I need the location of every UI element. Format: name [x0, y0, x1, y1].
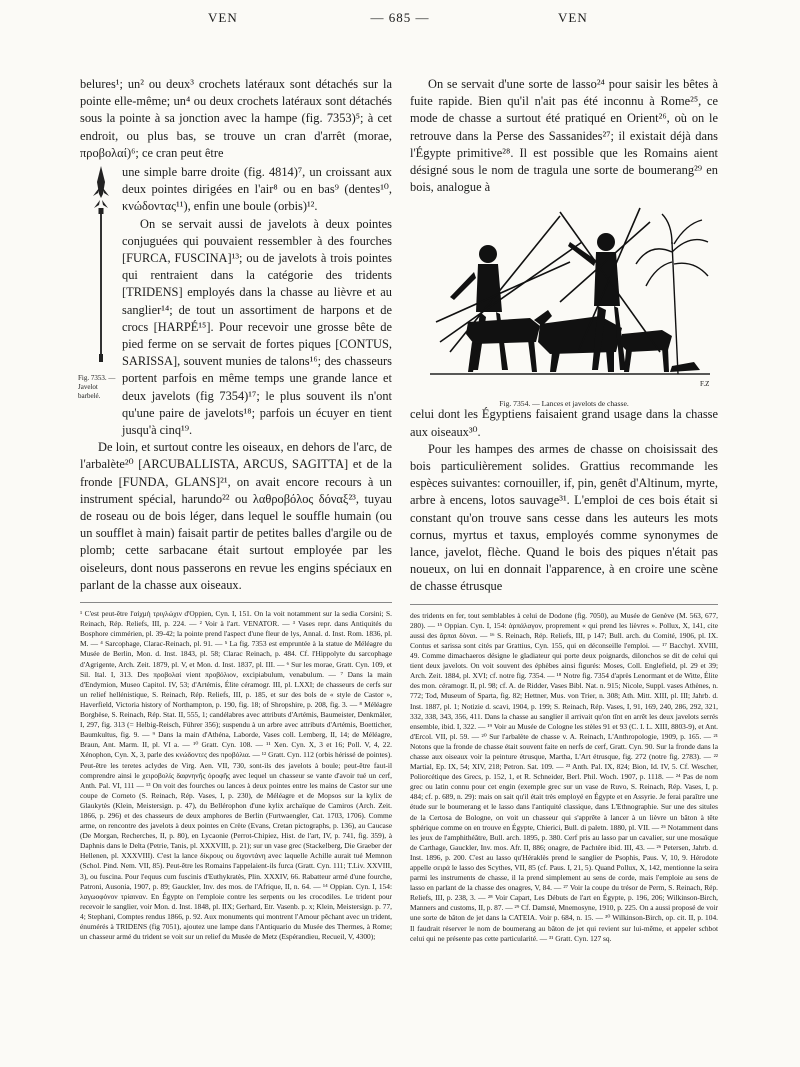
left-paragraph-sarbacane: De loin, et surtout contre les oiseaux, en dehors de l'arc, de l'arbalète²⁰ [ARCUBALLISTA, ARCUS, SAGITTA] et de la fronde [FUNDA, GLANS]²¹, on avait encore recours à un instrument spécial, harundo²² ou λαθροβόλος δόναξ²³, tuyau de roseau ou de bois léger, dans lequel le souffle humain (ou un soufflet à main) faisait partir de petites balles d'argile ou de plomb; cette sarbacane était surtout employée par les oiseleurs, dont nous passerons en revue les engins spéciaux en parlant de la chasse aux oiseaux. [80, 440, 392, 592]
figure-7354-caption: Fig. 7354. — Lances et javelots de chasse. [499, 399, 629, 409]
barbed-javelin-illustration [80, 164, 122, 369]
javelot-side-text [122, 164, 392, 439]
figure-monogram: F.Z [700, 380, 710, 389]
left-intro-paragraph: belures¹; un² ou deux³ crochets latéraux sont détachés sur la pointe elle-même; un⁴ ou deux crochets latéraux sont détachés sous la pointe à sa jonction avec la hampe (fig. 7353)⁵; à cet endroit, ou plus bas, se trouve un cran d'arrêt (morae, προβολαί)⁶; ce cran peut être [80, 77, 392, 160]
right-column [410, 76, 718, 944]
left-hunter-figure [450, 245, 508, 370]
left-footnotes [80, 602, 392, 942]
left-paragraph-pointes: On se servait aussi de javelots à deux pointes conjuguées qui pouvaient ressembler à des fourches [FURCA, FUSCINA]¹³; ou de javelots à trois pointes qui rentraient dans la catégorie des tridents [TRIDENS] employés dans la chasse au lièvre et au sanglier¹⁴; de tout un assortiment de harpons et de crocs [HARPÉ¹⁵]. Pour recevoir une grosse bête de pied ferme on se servait de fortes piques [CONTUS, SARISSA], souvent munies de talons¹⁶; des chasseurs portent parfois en même temps une grande lance et deux javelots (fig 7354)¹⁷; le plus souvent ils n'ont qu'une paire de javelots¹⁸; parfois un écuyer en tient jusqu'à cinq¹⁹. [122, 216, 392, 438]
right-paragraph-hampes: Pour les hampes des armes de chasse on choisissait des bois particulièrement solides. Grattius recommande les espèces suivantes: cornouiller, if, pin, genêt d'Altinum, myrte, arbre à encens, lotos sauvage³¹. L'emploi de ces bois était si constant qu'on trouve sans cesse dans les auteurs les mots cornus, myrtus et taxus, employés comme synonymes de lance, javelot, flèche. Quand le bois des piques n'était pas noueux, on lui en donnait l'apparence, à en croire une scène de chasse étrusque [410, 441, 718, 594]
left-paragraph-crochets: une simple barre droite (fig. 4814)⁷, un croissant aux deux pointes dirigées en l'air⁸ ou en bas⁹ (dentes¹⁰, κνώδοντας¹¹), enfin une boule (orbis)¹². [122, 165, 392, 214]
right-footnotes-text: des tridents en fer, tout semblables à celui de Dodone (fig. 7050), au Musée de Genève (M. 563, 677, 280). — ¹⁵ Oppian. Cyn. I, 154: ἁρπάλαγον, proprement « qui prend les lièvres ». Pollux, X, 141, cite aussi des ἄρπαι δὸναι. — ¹⁶ S. Reinach, Rép. Reliefs, III, p 147; Bull. arch. du Comité, 1906, pl. IX. Contus et sarissa sont cités par Grattius, Cyn. 155, qui en déconseille l'emploi. — ¹⁷ Bacchyl. XVIII, 49. Comme dimachaeros désigne le gladiateur qui porte deux poignards, dilonchos se dit de celui qui tient deux javelots. On voit souvent des éphèbes ainsi figurés: Moses, Coll. Englefield, pl. 29 et 39; Arch. Zeit. 1884, pl. XVI; cf. notre fig. 7354. — ¹⁸ Notre fig. 7354 d'après Lenormant et de Witte, Élite des mon. céramogr. II, pl. 98; cf. A. de Ridder, Vases Bibl. Nat. n. 915; Nicole, Suppl. vases Athènes, n. 772; Tod, Museum of Sparta, fig. 82; Hettner, Mus. von Trier, n. 308; Ath. Mitt. XIII, pl. III; Jahrb. d. Inst. 1887, pl. 1; Notizie d. scavi, 1904, p. 199; S. Reinach, Rép. Vases, I, 91, 169, 240, 286, 292, 321, 332, 338, 343, 356, 411. Dans la chasse au sanglier il arrivait qu'on tînt en arrêt les deux javelots serrés ensemble, ibid. I, 322. — ¹⁹ Voir au Musée de Cologne les stèles 91 et 93 (C. I. L. XIII, 8803-9), et Ant. d'Ercol. VII, pl. 59. — ²⁰ Sur l'arbalète de chasse v. A. Reinach, L'Anthropologie, 1909, p. 165. — ²¹ Notons que la fronde de chasse était souvent faite en nerfs de cerf, Gratt. Cyn. 90. Sur la fronde dans la chasse aux oiseaux voir la peinture étrusque, Martha, L'Art étrusque, fig. 272 (notre fig. 2783). — ²² Martial, Ep. IX, 54; XIV, 218; Petron. Sat. 109. — ²³ Anth. Pal. IX, 824; Bion, Id. IV, 5. Cf. Wescher, Poliorcétique des Grecs, p. 152, 1, et R. Schneider, Berl. Phil. Woch. 1907, p. 1118. — ²⁴ Pas de nom grec ou latin connu pour cet engin (exemple grec sur un vase de Ruvo, S. Reinach, Rép. Vases, I, p. 484; cf. p. 689, n. 29): mais on sait qu'il était très employé en Égypte et en Assyrie. Je ferai paraître une étude sur le boumerang et le lasso dans l'antiquité classique, dans L'Ethnographie. Sur une des situles de la Certosa de Bologne, on voit un chasseur qui s'apprête à lancer à un lièvre un bâton à tête sphérique comme on en trouve en Égypte, Chierici, Bull. di paletn. 1880, pl. VII. — ²⁵ Notamment dans les jeux de l'amphithéâtre, Bull. arch. 1895, p. 380. Cerf pris au lasso par un cavalier, sur une mosaïque de Carthage, Gauckler, Inv. mos. Afr. II, 886; onagre, de Pachtère ibid. III, 43. — ²⁶ Petersen, Jahrb. d. Inst. 1896, p. 200. C'est au lasso qu'Héraklès prend le sanglier de Psophis, Paus. V, 10, 9. Hérodote appelle σειρά le lasso des Scythes, VII, 85 (cf. Paus. I, 21, 5). Quand Pollux, X, 142, mentionne la seira parmi les instruments de chasse, il la prend simplement au sens de corde, mais l'emploie au sens de lasso en parlant de la chasse des onagres, V, 84. — ²⁷ Voir la coupe du trésor de Perm, S. Reinach, Rép. Reliefs, III, p. 238, 3. — ²⁸ Voir Capart, Les Débuts de l'art en Égypte, p. 196, 206; Wilkinson-Birch, Manners and customs, II, p. 87. — ²⁹ Cf. Damsté, Mnemosyne, 1910, p. 225. On a aussi proposé de voir une sorte de bâton de jet dans la CATEIA. Voir p. 684, n. 15. — ³⁰ Wilkinson-Birch, op. cit. II, p. 104. Il faudrait réserver le nom de boumerang au bâton de jet qui revient sur lui-même, et appeler schbot celui qui ne présente pas cette particularité. — ³¹ Gratt. Cyn. 127 sq. [410, 610, 718, 943]
page-number: — 685 — [370, 10, 430, 25]
figure-7353-caption: Fig. 7353. — Javelot barbelé. [78, 374, 116, 401]
hare-figure [670, 362, 700, 372]
right-footnotes [410, 604, 718, 944]
hunting-scene-illustration [410, 202, 718, 392]
figure-7353 [80, 164, 122, 434]
right-paragraph-boumerang: celui dont les Égyptiens faisaient grand usage dans la chasse aux oiseaux³⁰. [410, 407, 718, 439]
running-head-left: VEN [208, 10, 238, 25]
right-dog-figure [620, 330, 672, 372]
left-footnotes-text: ¹ C'est peut-être l'αἰχμὴ τριγλώχιν d'Oppien, Cyn. I, 151. On la voit notamment sur la sedia Corsini; S. Reinach, Rép. Reliefs, III, p. 224. — ² Voir à l'art. VENATOR. — ³ Vases repr. dans Antiquités du Bosphore cimmérien, pl. 39-42; la pointe prend l'aspect d'une fleur de lys, Annal. d. Inst. Rom. 1836, pl. M. — ⁴ Sarcophage, Clarac-Reinach, pl. 91. — ⁵ La fig. 7353 est empruntée à la statue de Méléagre du Musée de Berlin, Mon. d. Inst. 1843, pl. 58; Clarac Reinach, p. 484. Cf. l'Hippolyte du sarcophage d'Agrigente, Arch. Zeit. 1879, pl. V, et Mon. d. Inst. 1837, pl. III. — ⁶ Sur les morae, Gratt. Cyn. 109, et Sil. Ital. I, 313. Des προβολαί vient προβόλιον, excipiabulum, venabulum. — ⁷ Dans la main d'Endymion, Museo Capitol. IV, 53; d'Artémis, Élite céramogr. III, pl. LXXI; de chasseurs de cerfs sur un relief hellénistique, S. Reinach, Rép. Reliefs, III, p. 185, et sur des bols de « style de Castor », Haverfield, Victoria history of Northampton, p. 190, fig. 18; of Shropshire, p. 208, fig. 3. — ⁸ Méléagre Borghèse, S. Reinach, Rép. Stat. II, 555, 1; candélabres avec attributs d'Artémis, Baumeister, Denkmäler, I, 297, fig. 313 (= Helbig-Reisch, Führer 356); suspendu à un arbre avec attributs d'Artémis, Boetticher, Baumkultus, fig. 9. — ⁹ Dans la main d'Athéna, Laborde, Vases coll. Lemberg, II, 14; de Méléagre, Braun, Ant. Marm. II, pl. VI a. — ¹⁰ Gratt. Cyn. 108. — ¹¹ Xen. Cyn. X, 3 et 16; Poll. V, 4, 22. Xénophon, Cyn. X, 3, parle des κνώδοντες des προβόλια. — ¹² Gratt. Cyn. 112 (orbis hérissé de pointes). Peut-être les teretes aclydes de Virg. Aen. VII, 730, sont-ils des javelots à boule; peut-être faut-il comprendre ainsi le χειροβολίς δαφνηνῆς ὀροφῆς avec lequel un chasseur se vante d'avoir tué un cerf, Anth. Pal. VI, 111 — ¹³ On voit des fourches ou lances à deux pointes entre les mains de Castor sur une coupe de Corneto (S. Reinach, Rép. Vases, I, p. 230), de Méléagre et de Mopsos sur la kylix de Glaukytès (Klein, Meistersign. p. 47), du Bellérophon d'une kylix archaïque de Camiros (Arch. Zeit. 1866, p. 296) et des chasseurs de deux amphores de Berlin (Furtwaengler, Cat. 1703, 1706). Comme arme, on rencontre des javelots à deux pointes en Crète (Evans, Cretan pictographs, p. 136), au Caucase (De Morgan, Recherches, II, p. 80), en Lycaonie (Perrot-Chipiez, Hist. de l'art, IV, p. 741, fig. 359), à Daphnis dans le Delta (Petrie, Tanis, pl. XXXVIII, p. 21); sur un vase grec (Stackelberg, Die Graeber der Hellenen, pl. XXXVIII). C'est la lance δίκρους ou διχοντάνη avec laquelle Achille aurait tué Memnon (Schol. Pind. Nem. VII, 85). Peut-être les Romains l'appelaient-ils furca (Gratt. Cyn. 111; T.Liv. XXVIII, 3), ou fuscina. Pour l'equus cum fuscinis d'Euthykratès, Plin. XXXIV, 66. Rabatteur armé d'une fourche, Patroni, Ausonia, 1907, p. 89; Gauckler, Inv. des mos. de l'Afrique, II, n. 64. — ¹⁴ Oppian. Cyn. I, 154: λαγωοφόνον τρίαιναν. En Égypte on l'emploie contre les serpents ou les crocodiles. Le trident pour recevoir le sanglier, voir Mon. d. Inst. 1848, pl. IIX; Gerhard, Etr. Vasenb. p. x; Klein, Meistersign. p. 77, 4; Stephani, Comptes rendus 1866, p. 92. Aux monuments qui montrent l'Amour pêchant avec un trident, énumérés à TRIDENS (fig 7051), ajoutez une lampe dans l'Antiquario du Musée des Thermes, à Rome; un chasseur armé du trident se voit sur un relief du Musée de Metz (Espérandieu, Recueil, V, 4300); [80, 609, 392, 942]
left-column [80, 76, 392, 942]
boar-figure [538, 316, 622, 372]
page-header [80, 4, 720, 26]
figure-7354 [410, 202, 718, 409]
right-intro-paragraph: On se servait d'une sorte de lasso²⁴ pour saisir les bêtes à fuite rapide. Bien qu'il n'ait pas été inconnu à Rome²⁵, ce mode de chasse a surtout été pratiqué en Orient²⁶, où on le retrouve dans la Perse des Sassanides²⁷; il existait déjà dans l'Égypte primitive²⁸. Il est possible que les Romains aient désigné sous le nom de tragula une sorte de boumerang²⁹ en bois, analogue à [410, 77, 718, 195]
javelot-figure-block [80, 164, 392, 439]
running-head-right: VEN [558, 10, 588, 25]
